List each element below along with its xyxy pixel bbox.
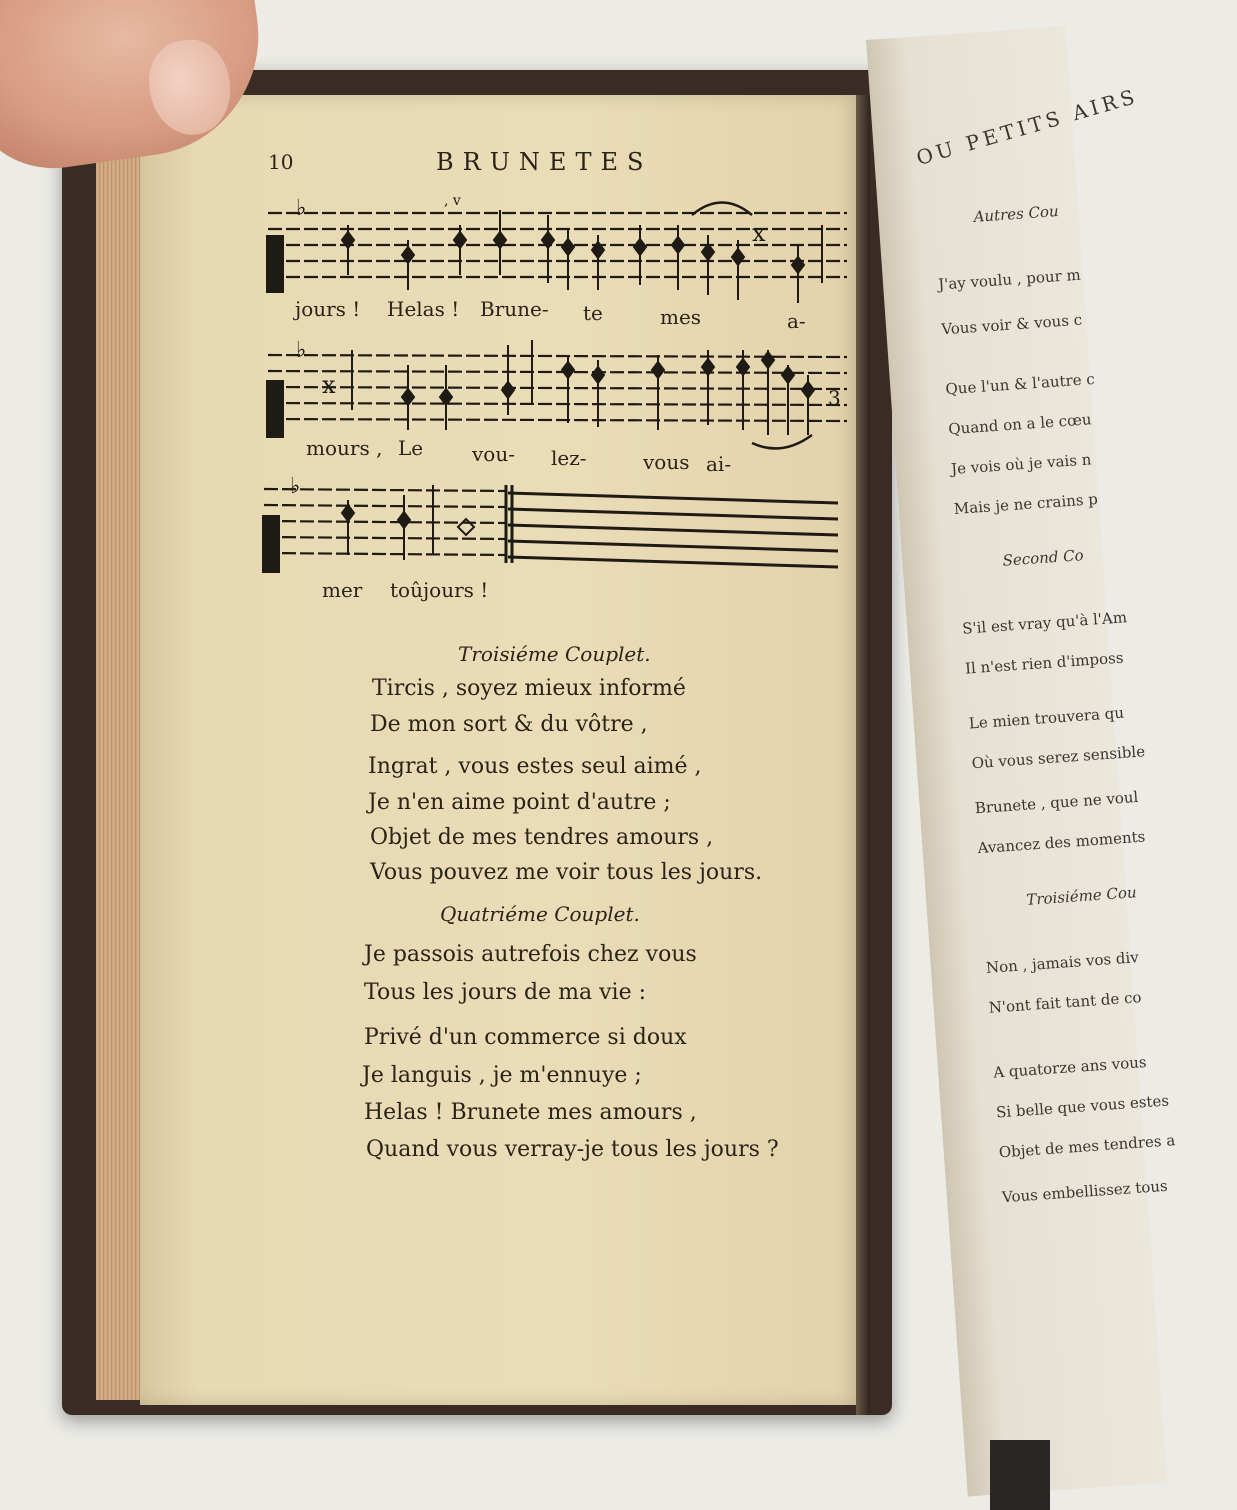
right-page-line: Où vous serez sensible [971, 742, 1146, 773]
svg-text:x: x [752, 219, 766, 247]
page-number: 10 [268, 150, 294, 174]
lyric-syllable: mours , [306, 436, 383, 460]
table-surface [990, 1440, 1050, 1510]
right-page-line: Second Co [1002, 546, 1085, 570]
verse-line: Je languis , je m'ennuye ; [362, 1063, 642, 1088]
right-page-line: Brunete , que ne voul [974, 787, 1139, 818]
right-page-line: S'il est vray qu'à l'Am [961, 608, 1128, 638]
right-page-line: A quatorze ans vous [992, 1052, 1148, 1082]
lyric-syllable: Le [398, 436, 424, 460]
lyric-line [295, 297, 835, 331]
right-page-line: Quand on a le cœu [947, 410, 1093, 439]
verse-line: Tircis , soyez mieux informé [372, 676, 686, 701]
verse-line: Je passois autrefois chez vous [364, 942, 697, 967]
lyric-syllable: ai- [706, 452, 732, 476]
right-page-line: Il n'est rien d'imposs [964, 648, 1125, 678]
svg-text:, v: , v [444, 193, 461, 209]
verse-line: Objet de mes tendres amours , [370, 825, 714, 850]
lyric-syllable: mer [322, 578, 363, 602]
right-page-line: Troisiéme Cou [1025, 883, 1138, 909]
right-page [866, 26, 1176, 1496]
svg-text:♭: ♭ [296, 338, 307, 363]
verse-line: Quand vous verray-je tous les jours ? [366, 1137, 779, 1162]
lyric-syllable: te [583, 301, 603, 325]
right-page-line: Vous voir & vous c [940, 310, 1083, 339]
music-staff [262, 195, 852, 305]
verse-line: Ingrat , vous estes seul aimé , [368, 754, 702, 779]
right-page-line: Vous embellissez tous [1001, 1176, 1169, 1207]
lyric-syllable: jours ! [295, 297, 361, 321]
lyric-syllable: toûjours ! [390, 578, 489, 602]
right-page-line: Autres Cou [972, 202, 1060, 226]
verse-line: Helas ! Brunete mes amours , [364, 1100, 697, 1125]
right-page-line: Que l'un & l'autre c [944, 369, 1096, 399]
music-staff [258, 475, 843, 585]
verse-line: Privé d'un commerce si doux [364, 1025, 687, 1050]
lyric-line [322, 578, 622, 612]
verse-line: Je n'en aime point d'autre ; [368, 790, 671, 815]
running-head [268, 150, 708, 186]
verse-line: Vous pouvez me voir tous les jours. [370, 860, 763, 885]
right-page-line: J'ay voulu , pour m [937, 265, 1082, 294]
lyric-syllable: Brune- [480, 297, 549, 321]
stanza-heading: Quatriéme Couplet. [440, 902, 640, 926]
right-page-header: OU PETITS AIRS [913, 83, 1141, 171]
verse-line: Tous les jours de ma vie : [364, 980, 646, 1005]
lyric-syllable: mes [660, 305, 702, 329]
right-page-line: Mais je ne crains p [953, 489, 1099, 518]
stanza-heading: Troisiéme Couplet. [458, 642, 651, 666]
right-page-line: Avancez des moments [977, 827, 1146, 858]
lyric-syllable: a- [787, 309, 806, 333]
right-page-line: Objet de mes tendres a [998, 1131, 1176, 1162]
book-gutter [856, 95, 870, 1415]
svg-text:♭: ♭ [290, 474, 301, 499]
lyric-syllable: vous [643, 450, 690, 474]
svg-text:3: 3 [828, 386, 841, 410]
lyric-line [306, 436, 846, 476]
verse-line: De mon sort & du vôtre , [370, 712, 648, 737]
right-page-line: Non , jamais vos div [985, 948, 1140, 977]
music-staff [262, 335, 852, 450]
right-page-line: Le mien trouvera qu [968, 703, 1125, 733]
lyric-syllable: vou- [472, 442, 515, 466]
running-title: BRUNETES [436, 148, 653, 176]
lyric-syllable: Helas ! [387, 297, 460, 321]
svg-text:x: x [322, 371, 336, 399]
lyric-syllable: lez- [551, 446, 587, 470]
right-page-line: Je vois où je vais n [950, 450, 1092, 479]
right-page-line: N'ont fait tant de co [988, 988, 1143, 1017]
svg-text:♭: ♭ [296, 196, 307, 221]
right-page-line: Si belle que vous estes [995, 1091, 1170, 1122]
